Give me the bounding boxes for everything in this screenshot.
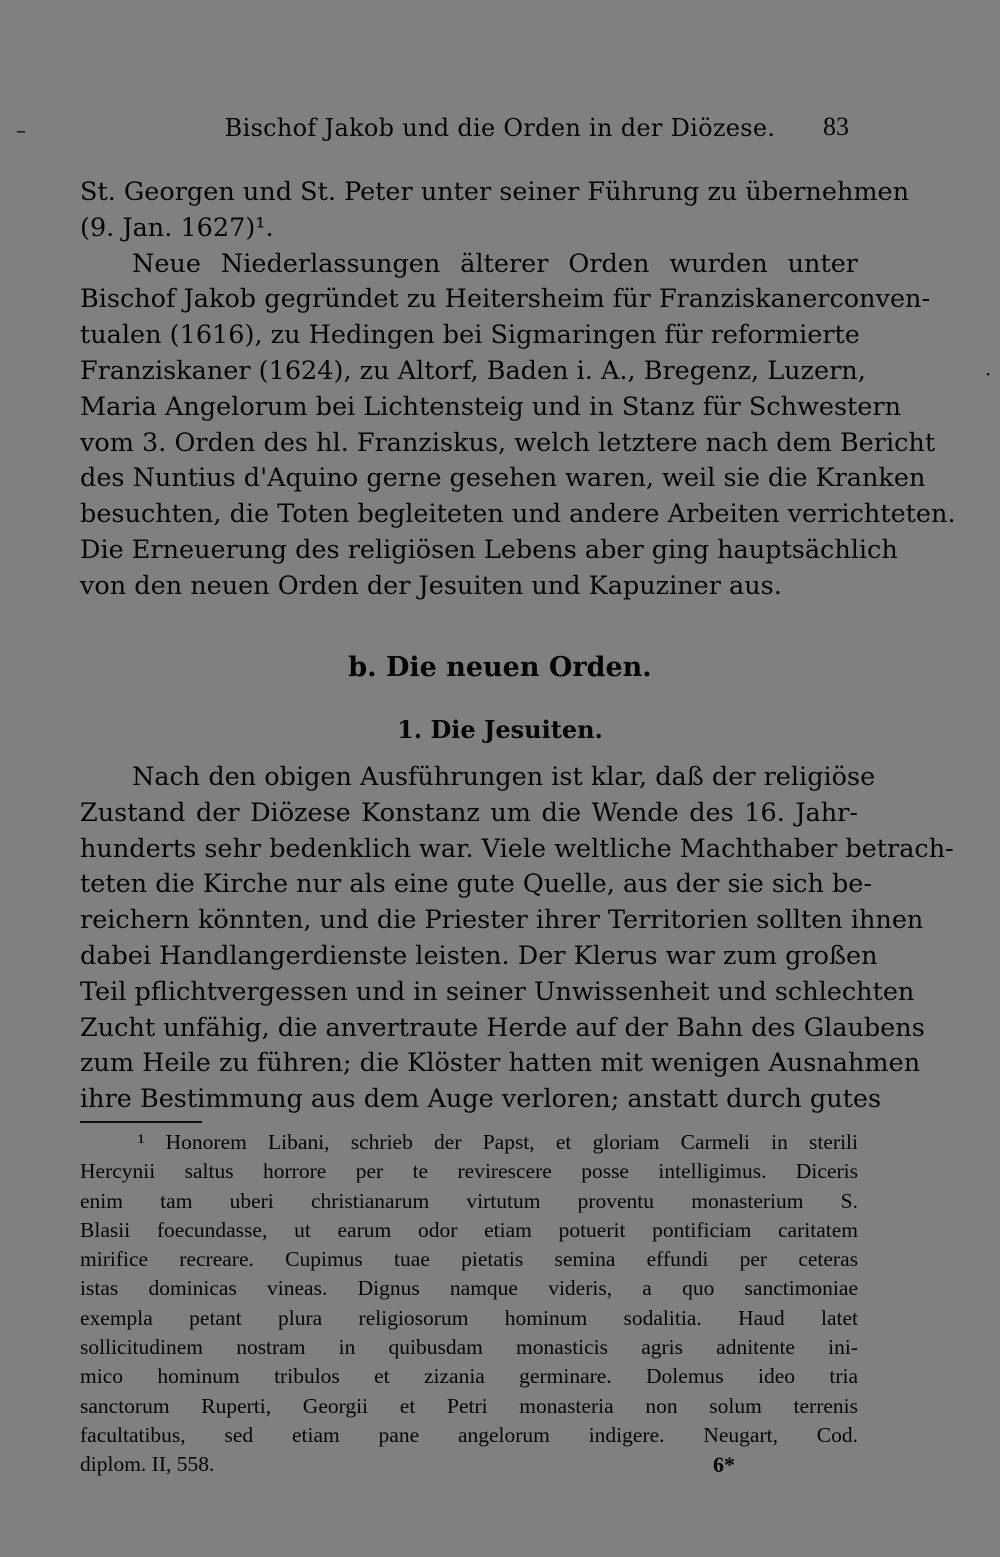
text-line: Bischof Jakob gegründet zu Heitersheim für Franziskanerconven- xyxy=(80,284,931,315)
margin-mark-left: – xyxy=(16,118,26,142)
text-line: St. Georgen und St. Peter unter seiner Führung zu übernehmen xyxy=(80,177,910,207)
text-line: Maria Angelorum bei Lichtensteig und in Stanz für Schwestern xyxy=(80,391,901,422)
text-line: (9. Jan. 1627)¹. xyxy=(80,212,274,243)
footnote-line: istas dominicas vineas. Dignus namque videris, a quo sanctimoniae xyxy=(80,1276,858,1301)
text-line: Zustand der Diözese Konstanz um die Wende des 16. Jahr- xyxy=(80,797,858,828)
text-line: vom 3. Orden des hl. Franziskus, welch letztere nach dem Bericht xyxy=(80,427,936,458)
text-line: besuchten, die Toten begleiteten und andere Arbeiten verrichteten. xyxy=(80,499,956,530)
text-line: teten die Kirche nur als eine gute Quelle, aus der sie sich be- xyxy=(80,869,873,900)
sub-heading: 1. Die Jesuiten. xyxy=(397,715,603,744)
footnote-line: mico hominum tribulos et zizania germinare. Dolemus ideo tria xyxy=(80,1364,858,1389)
footnote-line: diplom. II, 558. xyxy=(80,1452,215,1477)
text-line: von den neuen Orden der Jesuiten und Kapuziner aus. xyxy=(80,570,782,601)
footnote-line: Blasii foecundasse, ut earum odor etiam potuerit pontificiam caritatem xyxy=(80,1217,858,1242)
footnote-line: sollicitudinem nostram in quibusdam monasticis agris adnitente ini- xyxy=(80,1335,858,1360)
footnote-line: facultatibus, sed etiam pane angelorum indigere. Neugart, Cod. xyxy=(80,1422,858,1447)
footnote xyxy=(80,1128,858,1480)
page-number: 83 xyxy=(823,112,849,141)
text-line: Die Erneuerung des religiösen Lebens aber ging hauptsächlich xyxy=(80,534,898,565)
footnote-line: sanctorum Ruperti, Georgii et Petri monasteria non solum terrenis xyxy=(80,1393,858,1418)
section-heading: b. Die neuen Orden. xyxy=(348,652,652,683)
signature-mark: 6* xyxy=(713,1452,735,1477)
running-header-title: Bischof Jakob und die Orden in der Diözese. xyxy=(224,114,776,142)
paragraph-3 xyxy=(80,760,954,1118)
text-line: Teil pflichtvergessen und in seiner Unwissenheit und schlechten xyxy=(80,976,915,1007)
text-line: dabei Handlangerdienste leisten. Der Klerus war zum großen xyxy=(80,940,878,971)
footnote-line: exempla petant plura religiosorum hominum sodalitia. Haud latet xyxy=(80,1305,858,1330)
text-line: zum Heile zu führen; die Klöster hatten mit wenigen Ausnahmen xyxy=(80,1048,921,1079)
paragraph-1 xyxy=(80,175,956,605)
footnote-line: enim tam uberi christianarum virtutum proventu monasterium S. xyxy=(80,1188,858,1213)
text-line: Zucht unfähig, die anvertraute Herde auf der Bahn des Glaubens xyxy=(80,1012,925,1043)
text-line: ihre Bestimmung aus dem Auge verloren; anstatt durch gutes xyxy=(80,1084,882,1115)
text-line: hunderts sehr bedenklich war. Viele weltliche Machthaber betrach- xyxy=(80,833,954,864)
margin-mark-right: · xyxy=(985,362,992,386)
text-line: reichern könnten, und die Priester ihrer Territorien sollten ihnen xyxy=(80,905,924,936)
footnote-divider xyxy=(80,1121,202,1123)
text-line: tualen (1616), zu Hedingen bei Sigmaringen für reformierte xyxy=(80,320,860,351)
text-line: Franziskaner (1624), zu Altorf, Baden i. A., Bregenz, Luzern, xyxy=(80,355,866,386)
text-line: des Nuntius d'Aquino gerne gesehen waren, weil sie die Kranken xyxy=(80,463,926,494)
footnote-line: mirifice recreare. Cupimus tuae pietatis semina effundi per ceteras xyxy=(80,1247,858,1272)
text-line: Nach den obigen Ausführungen ist klar, daß der religiöse xyxy=(132,762,876,792)
text-line: Neue Niederlassungen älterer Orden wurden unter xyxy=(132,248,858,279)
footnote-line: Hercynii saltus horrore per te revirescere posse intelligimus. Diceris xyxy=(80,1159,858,1184)
footnote-line: ¹ Honorem Libani, schrieb der Papst, et gloriam Carmeli in sterili xyxy=(138,1130,858,1154)
